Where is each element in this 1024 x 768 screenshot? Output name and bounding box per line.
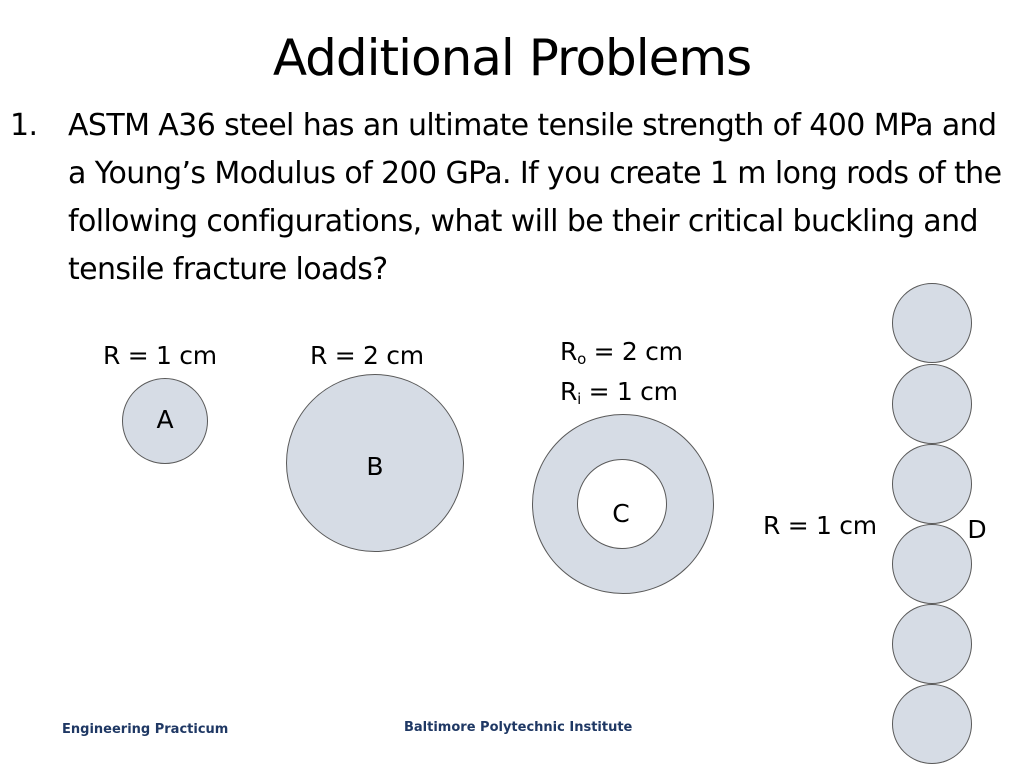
config-c-inner-radius-label (560, 377, 678, 407)
problem-text: ASTM A36 steel has an ultimate tensile strength of 400 MPa and a Young’s Modulus of 200 GPa. If you create 1 m long rods of the following configurations, what will be their critical buckling and tensile fracture loads? (68, 108, 1002, 287)
footer-left: Engineering Practicum (62, 722, 229, 737)
config-c-outer-base: R (560, 337, 578, 366)
config-c-inner-base: R (560, 377, 578, 406)
config-c-inner-sub: i (577, 390, 581, 408)
config-d-circle (892, 364, 972, 444)
config-c-letter: C (612, 499, 630, 528)
config-b-letter: B (366, 452, 384, 481)
config-d-circle (892, 604, 972, 684)
config-d-circle (892, 524, 972, 604)
config-a-radius-label: R = 1 cm (103, 341, 217, 370)
config-c-outer-radius-label (560, 337, 683, 367)
config-d-radius-label: R = 1 cm (763, 511, 877, 540)
config-b-radius-label: R = 2 cm (310, 341, 424, 370)
slide-title: Additional Problems (272, 29, 752, 87)
config-d-letter: D (967, 515, 987, 544)
config-d-circle (892, 444, 972, 524)
config-a-letter: A (156, 405, 174, 434)
problem-number: 1. (10, 108, 38, 143)
config-c-inner-value: = 1 cm (580, 377, 678, 406)
config-c-outer-value: = 2 cm (585, 337, 683, 366)
config-d-circle (892, 283, 972, 363)
footer-center: Baltimore Polytechnic Institute (404, 720, 633, 735)
config-d-circle (892, 684, 972, 764)
config-c-outer-sub: o (577, 350, 586, 368)
